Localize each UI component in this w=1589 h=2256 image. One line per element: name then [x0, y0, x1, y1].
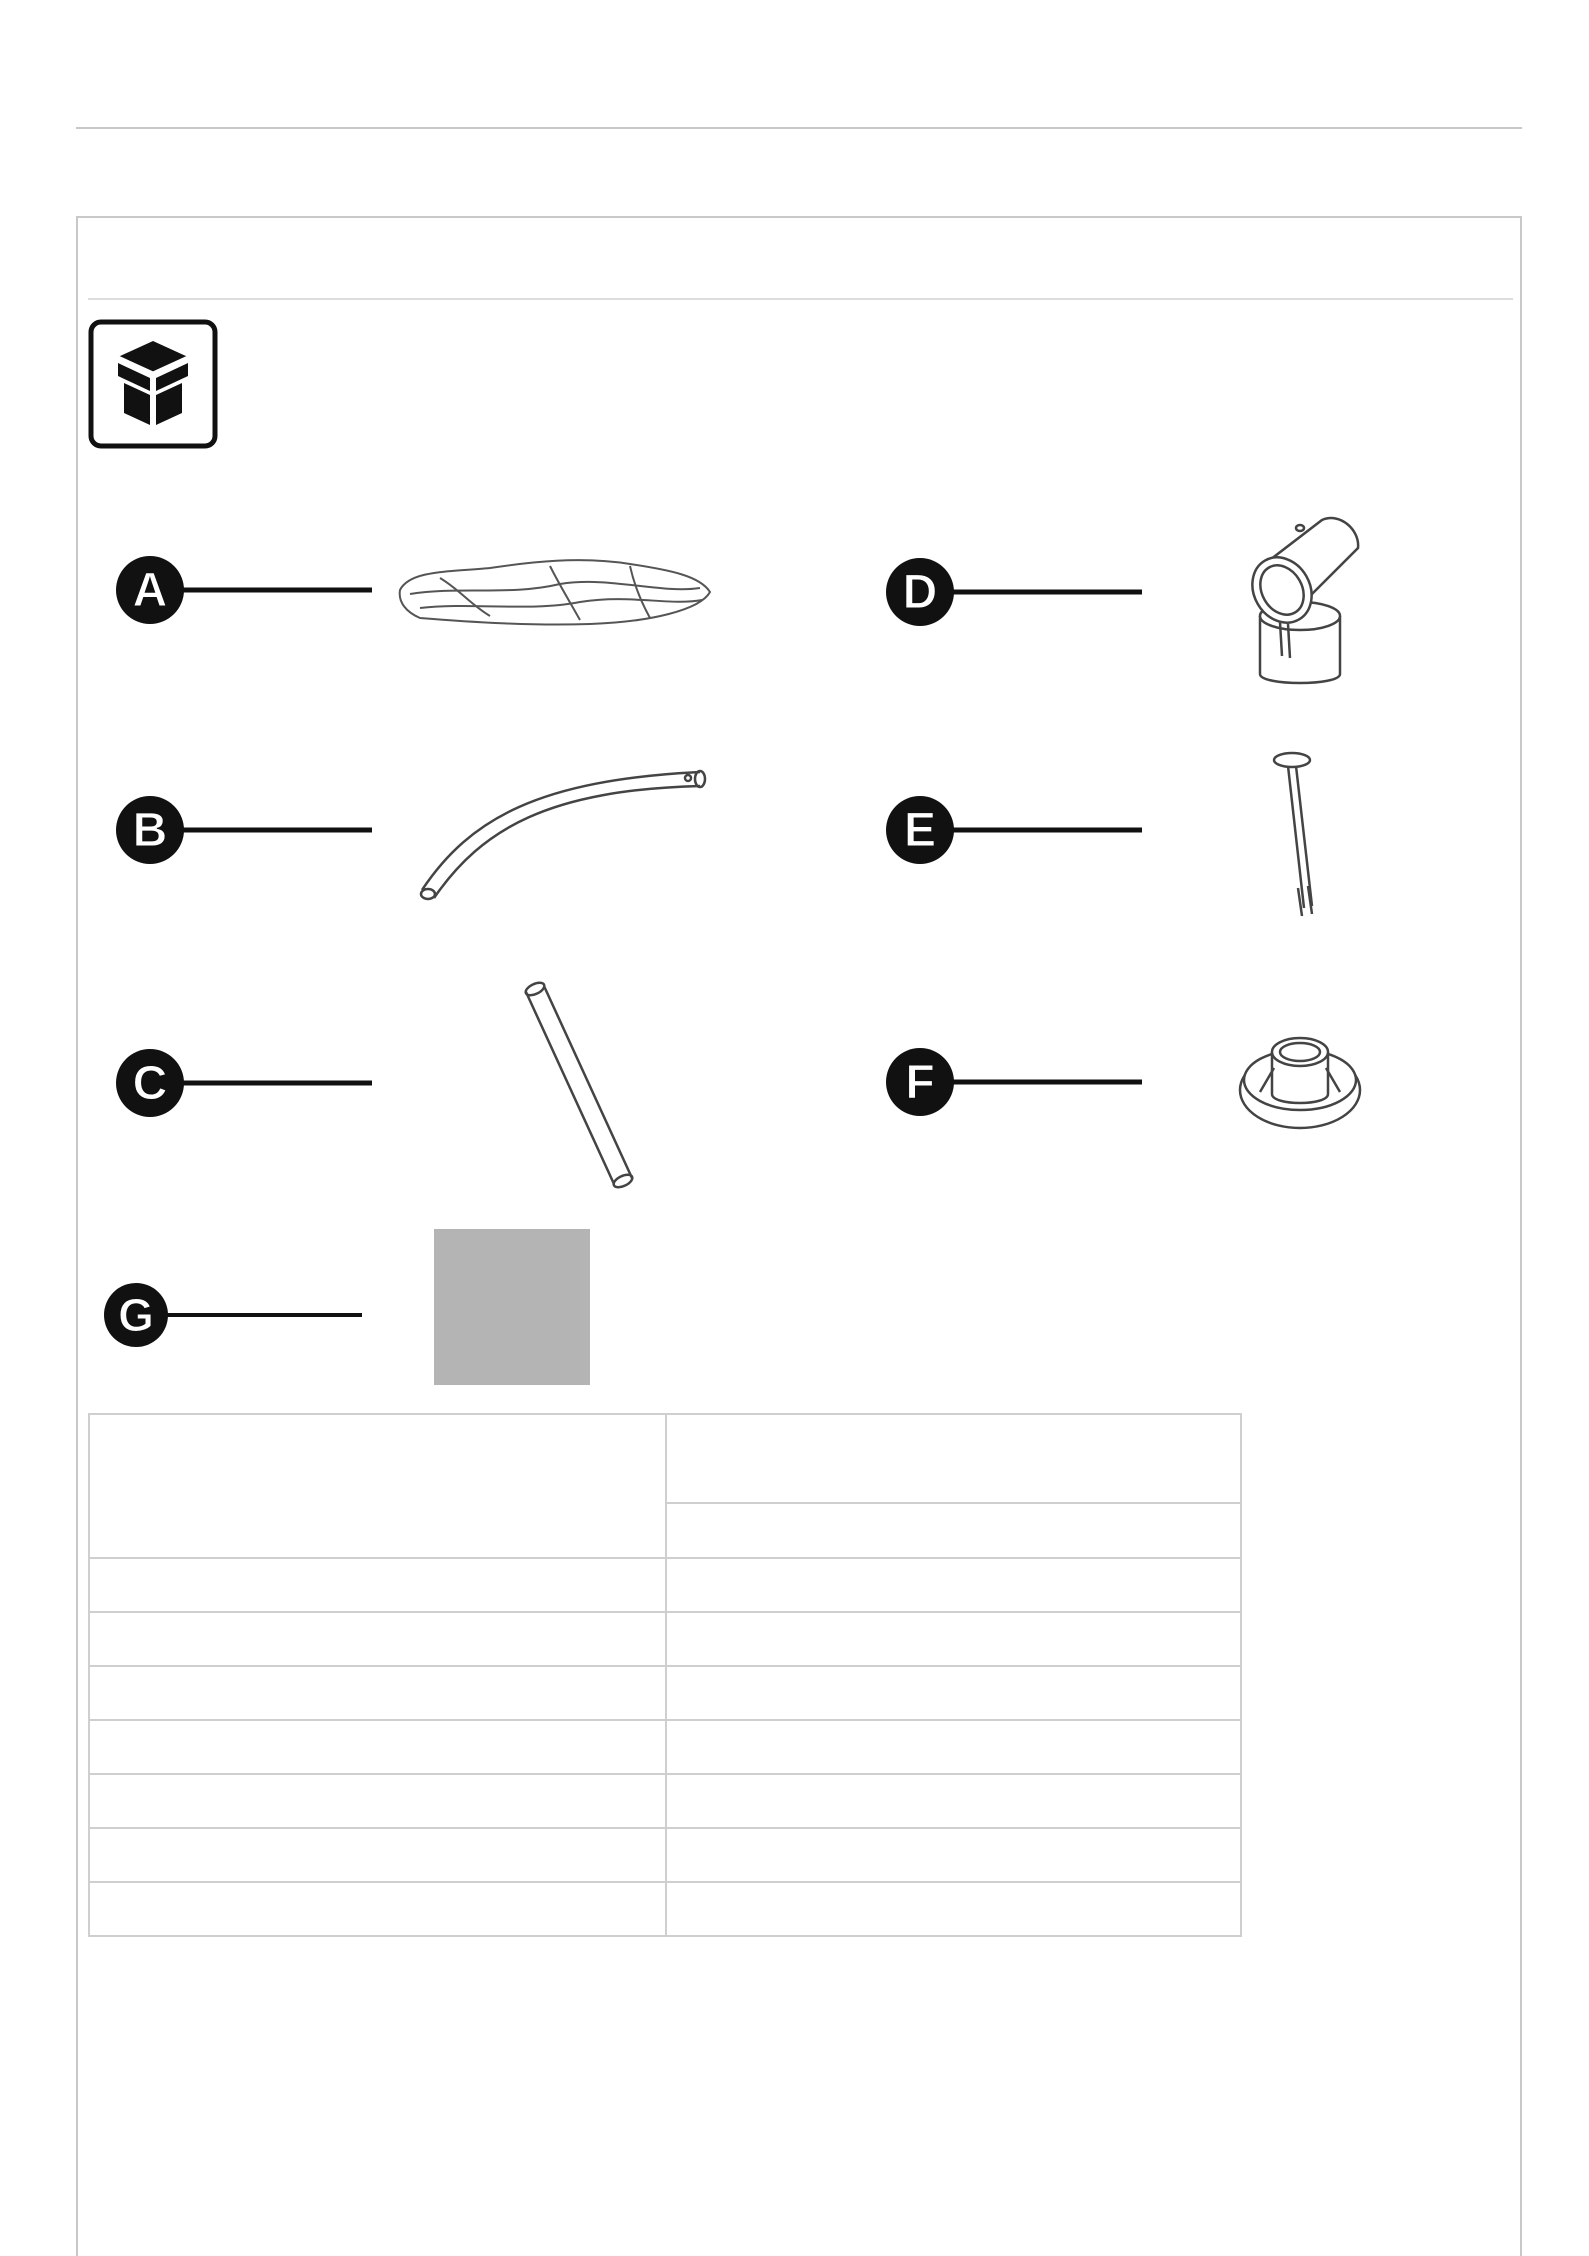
table-row — [89, 1558, 1241, 1612]
part-label-c: C — [132, 1057, 168, 1110]
part-label-a: A — [132, 564, 168, 617]
table-cell — [666, 1612, 1241, 1666]
table-cell — [89, 1414, 666, 1558]
grey-placeholder — [434, 1229, 590, 1385]
table-cell — [666, 1720, 1241, 1774]
table-cell — [666, 1666, 1241, 1720]
table-row — [89, 1612, 1241, 1666]
table-cell — [89, 1882, 666, 1936]
part-g — [98, 1225, 618, 1385]
part-label-d: D — [902, 566, 938, 619]
net-illustration — [400, 560, 710, 624]
table-cell — [89, 1558, 666, 1612]
part-label-e: E — [903, 804, 937, 857]
table-cell — [666, 1414, 1241, 1503]
table-row — [89, 1666, 1241, 1720]
straight-pole-illustration — [524, 980, 634, 1190]
table-cell — [89, 1828, 666, 1882]
curved-pole-illustration — [421, 771, 705, 899]
part-f — [880, 1020, 1400, 1160]
table-row — [89, 1882, 1241, 1936]
part-e — [880, 748, 1400, 928]
table-cell — [666, 1882, 1241, 1936]
part-label-f: F — [905, 1056, 935, 1109]
table-cell — [666, 1558, 1241, 1612]
table-cell — [666, 1774, 1241, 1828]
table-row — [89, 1414, 1241, 1503]
table-row — [89, 1774, 1241, 1828]
table-cell — [89, 1720, 666, 1774]
table-cell — [666, 1828, 1241, 1882]
table-row — [89, 1720, 1241, 1774]
part-b — [110, 758, 790, 918]
part-a — [110, 550, 790, 650]
table-cell — [666, 1503, 1241, 1558]
table-row — [89, 1828, 1241, 1882]
pin-illustration — [1274, 753, 1312, 916]
section-divider — [88, 298, 1513, 300]
table-cell — [89, 1612, 666, 1666]
open-box-icon — [88, 319, 218, 449]
table-cell — [89, 1666, 666, 1720]
part-c — [110, 978, 790, 1198]
parts-table — [88, 1413, 1242, 1937]
base-foot-illustration — [1240, 1038, 1360, 1128]
elbow-connector-illustration — [1241, 518, 1358, 683]
part-d — [880, 506, 1400, 696]
part-label-g: G — [118, 1289, 154, 1341]
table-cell — [89, 1774, 666, 1828]
header-rule — [76, 127, 1522, 129]
part-label-b: B — [132, 804, 168, 857]
